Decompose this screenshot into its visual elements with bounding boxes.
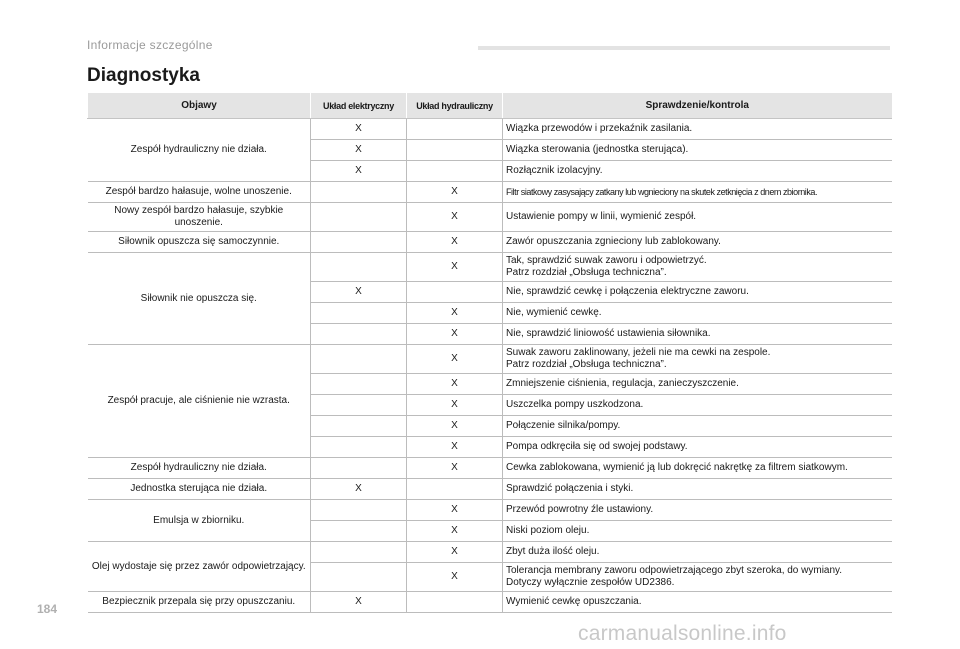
column-header-hydraulic: Układ hydrauliczny (407, 93, 503, 119)
hydraulic-cell: X (407, 182, 503, 203)
check-text: Tolerancja membrany zaworu odpowietrzającego zbyt szeroka, do wymiany. (506, 565, 843, 576)
check-text: Patrz rozdział „Obsługa techniczna”. (506, 267, 667, 278)
electrical-cell: X (311, 592, 407, 613)
table-row (88, 253, 892, 282)
hydraulic-cell: X (407, 500, 503, 521)
column-header-electrical: Układ elektryczny (311, 93, 407, 119)
electrical-cell (311, 458, 407, 479)
table-row (88, 500, 892, 521)
electrical-cell: X (311, 479, 407, 500)
check-cell (503, 395, 892, 416)
electrical-cell: X (311, 140, 407, 161)
electrical-cell (311, 395, 407, 416)
electrical-cell (311, 437, 407, 458)
table-header-row (88, 93, 892, 119)
diagnostics-table (87, 93, 892, 613)
hydraulic-cell: X (407, 232, 503, 253)
table-body (88, 119, 892, 613)
check-text: Wymienić cewkę opuszczania. (506, 596, 642, 607)
symptom-cell: Bezpiecznik przepala się przy opuszczaniu. (88, 592, 311, 613)
check-cell (503, 500, 892, 521)
section-title: Informacje szczególne (87, 38, 213, 52)
hydraulic-cell (407, 119, 503, 140)
hydraulic-cell: X (407, 416, 503, 437)
hydraulic-cell: X (407, 521, 503, 542)
symptom-cell: Siłownik opuszcza się samoczynnie. (88, 232, 311, 253)
hydraulic-cell: X (407, 345, 503, 374)
check-text: Nie, wymienić cewkę. (506, 307, 602, 318)
check-cell (503, 303, 892, 324)
check-text: Cewka zablokowana, wymienić ją lub dokręcić nakrętkę za filtrem siatkowym. (506, 462, 848, 473)
check-cell (503, 592, 892, 613)
check-text: Patrz rozdział „Obsługa techniczna”. (506, 359, 667, 370)
table-row (88, 119, 892, 140)
hydraulic-cell: X (407, 437, 503, 458)
column-header-symptoms: Objawy (88, 93, 311, 119)
check-cell (503, 119, 892, 140)
symptom-cell: Siłownik nie opuszcza się. (88, 253, 311, 345)
electrical-cell (311, 324, 407, 345)
check-cell (503, 253, 892, 282)
check-cell (503, 542, 892, 563)
hydraulic-cell: X (407, 458, 503, 479)
check-text: Sprawdzić połączenia i styki. (506, 483, 634, 494)
electrical-cell: X (311, 119, 407, 140)
check-cell (503, 563, 892, 592)
symptom-cell: Nowy zespół bardzo hałasuje, szybkie unoszenie. (88, 203, 311, 232)
table-row (88, 479, 892, 500)
symptom-cell: Zespół pracuje, ale ciśnienie nie wzrasta. (88, 345, 311, 458)
check-text: Tak, sprawdzić suwak zaworu i odpowietrzyć. (506, 255, 707, 266)
check-text: Wiązka przewodów i przekaźnik zasilania. (506, 123, 693, 134)
table-row (88, 542, 892, 563)
check-text: Wiązka sterowania (jednostka sterująca). (506, 144, 689, 155)
electrical-cell (311, 563, 407, 592)
check-cell (503, 232, 892, 253)
check-cell (503, 203, 892, 232)
check-cell (503, 182, 892, 203)
check-text: Zawór opuszczania zgnieciony lub zablokowany. (506, 236, 721, 247)
electrical-cell (311, 345, 407, 374)
check-cell (503, 416, 892, 437)
hydraulic-cell: X (407, 324, 503, 345)
hydraulic-cell: X (407, 563, 503, 592)
hydraulic-cell (407, 140, 503, 161)
header-rule (478, 46, 890, 50)
check-text: Suwak zaworu zaklinowany, jeżeli nie ma cewki na zespole. (506, 347, 771, 358)
check-cell (503, 345, 892, 374)
hydraulic-cell: X (407, 374, 503, 395)
hydraulic-cell: X (407, 303, 503, 324)
check-cell (503, 161, 892, 182)
check-cell (503, 437, 892, 458)
table-row (88, 345, 892, 374)
check-cell (503, 458, 892, 479)
check-cell (503, 324, 892, 345)
electrical-cell: X (311, 282, 407, 303)
watermark: carmanualsonline.info (578, 622, 787, 645)
hydraulic-cell: X (407, 253, 503, 282)
electrical-cell (311, 203, 407, 232)
symptom-cell: Olej wydostaje się przez zawór odpowietrzający. (88, 542, 311, 592)
check-text: Przewód powrotny źle ustawiony. (506, 504, 654, 515)
symptom-cell: Zespół bardzo hałasuje, wolne unoszenie. (88, 182, 311, 203)
check-text: Pompa odkręciła się od swojej podstawy. (506, 441, 688, 452)
electrical-cell: X (311, 161, 407, 182)
hydraulic-cell (407, 479, 503, 500)
electrical-cell (311, 232, 407, 253)
check-text: Ustawienie pompy w linii, wymienić zespół. (506, 211, 697, 222)
check-text: Filtr siatkowy zasysający zatkany lub wgnieciony na skutek zetknięcia z dnem zbiornika. (506, 187, 818, 197)
check-text: Rozłącznik izolacyjny. (506, 165, 603, 176)
check-cell (503, 479, 892, 500)
electrical-cell (311, 416, 407, 437)
symptom-cell: Zespół hydrauliczny nie działa. (88, 458, 311, 479)
electrical-cell (311, 542, 407, 563)
table-row (88, 182, 892, 203)
column-header-check: Sprawdzenie/kontrola (503, 93, 892, 119)
hydraulic-cell: X (407, 203, 503, 232)
hydraulic-cell: X (407, 542, 503, 563)
page-number: 184 (37, 602, 58, 616)
hydraulic-cell (407, 161, 503, 182)
table-row (88, 458, 892, 479)
electrical-cell (311, 303, 407, 324)
check-cell (503, 374, 892, 395)
check-text: Dotyczy wyłącznie zespołów UD2386. (506, 577, 675, 588)
hydraulic-cell (407, 592, 503, 613)
electrical-cell (311, 253, 407, 282)
check-cell (503, 140, 892, 161)
check-text: Uszczelka pompy uszkodzona. (506, 399, 644, 410)
check-text: Nie, sprawdzić cewkę i połączenia elektryczne zaworu. (506, 286, 749, 297)
check-cell (503, 282, 892, 303)
electrical-cell (311, 500, 407, 521)
check-text: Niski poziom oleju. (506, 525, 590, 536)
electrical-cell (311, 521, 407, 542)
page-title: Diagnostyka (87, 65, 200, 86)
table-row (88, 203, 892, 232)
table-row (88, 232, 892, 253)
electrical-cell (311, 182, 407, 203)
check-text: Zmniejszenie ciśnienia, regulacja, zanieczyszczenie. (506, 378, 739, 389)
check-text: Nie, sprawdzić liniowość ustawienia siłownika. (506, 328, 711, 339)
table-row (88, 592, 892, 613)
hydraulic-cell: X (407, 395, 503, 416)
symptom-cell: Jednostka sterująca nie działa. (88, 479, 311, 500)
symptom-cell: Emulsja w zbiorniku. (88, 500, 311, 542)
hydraulic-cell (407, 282, 503, 303)
check-text: Zbyt duża ilość oleju. (506, 546, 600, 557)
check-cell (503, 521, 892, 542)
symptom-cell: Zespół hydrauliczny nie działa. (88, 119, 311, 182)
check-text: Połączenie silnika/pompy. (506, 420, 621, 431)
electrical-cell (311, 374, 407, 395)
